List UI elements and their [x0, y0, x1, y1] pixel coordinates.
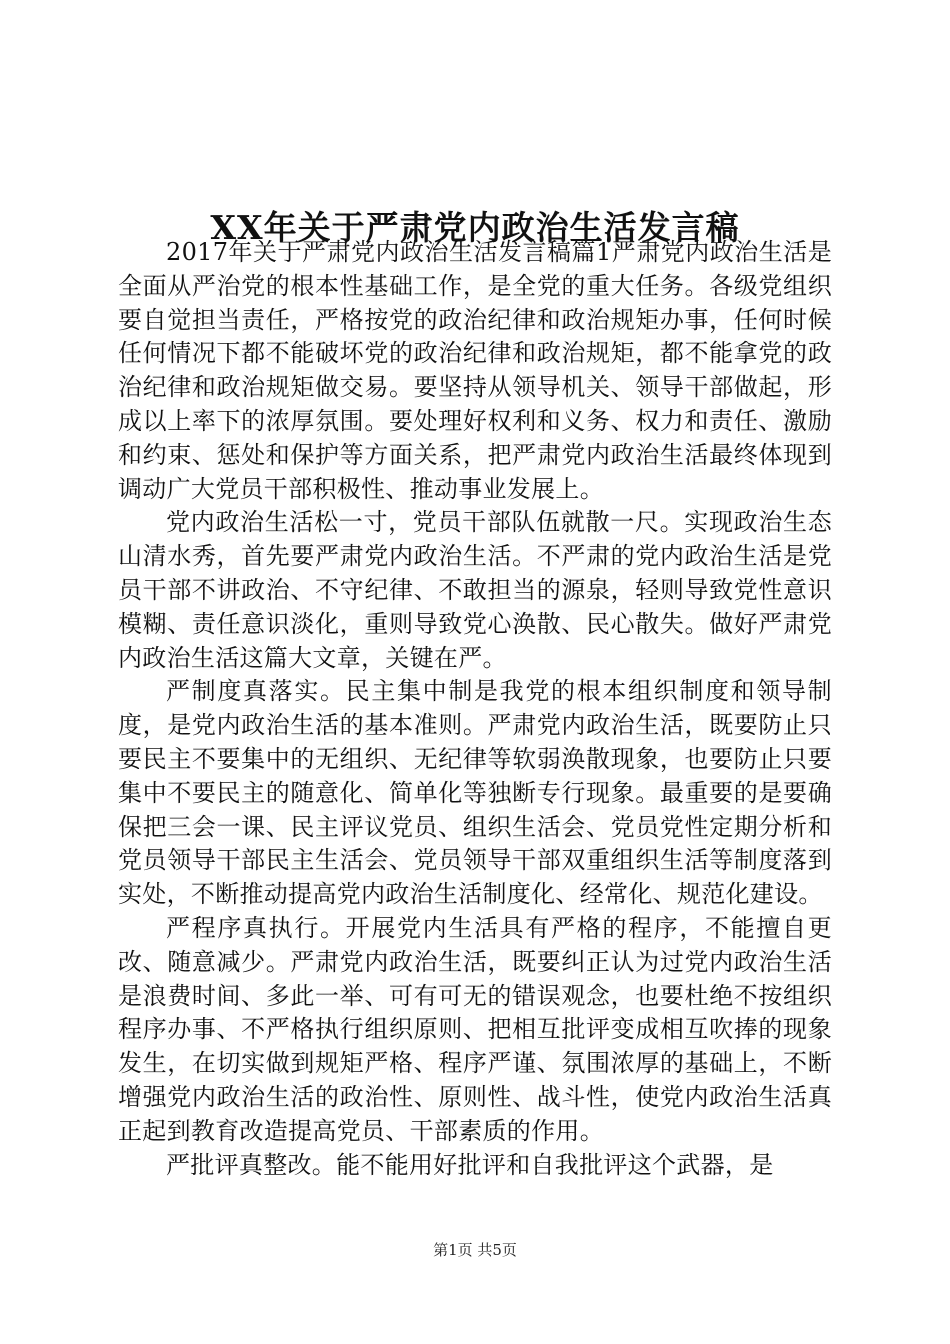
page-footer: 第1页 共5页: [433, 1241, 517, 1259]
document-body: [118, 236, 832, 1182]
paragraph: 党内政治生活松一寸，党员干部队伍就散一尺。实现政治生态山清水秀，首先要严肃党内政治生活。不严肃的党内政治生活是党员干部不讲政治、不守纪律、不敢担当的源泉，轻则导致党性意识模糊、责任意识淡化，重则导致党心涣散、民心散失。做好严肃党内政治生活这篇大文章，关键在严。: [118, 508, 832, 672]
paragraph: 严制度真落实。民主集中制是我党的根本组织制度和领导制度，是党内政治生活的基本准则。严肃党内政治生活，既要防止只要民主不要集中的无组织、无纪律等软弱涣散现象，也要防止只要集中不要民主的随意化、简单化等独断专行现象。最重要的是要确保把三会一课、民主评议党员、组织生活会、党员党性定期分析和党员领导干部民主生活会、党员领导干部双重组织生活等制度落到实处，不断推动提高党内政治生活制度化、经常化、规范化建设。: [118, 677, 832, 909]
paragraph: 2017年关于严肃党内政治生活发言稿篇1严肃党内政治生活是全面从严治党的根本性基础工作，是全党的重大任务。各级党组织要自觉担当责任，严格按党的政治纪律和政治规矩办事，任何时候任何情况下都不能破坏党的政治纪律和政治规矩，都不能拿党的政治纪律和政治规矩做交易。要坚持从领导机关、领导干部做起，形成以上率下的浓厚氛围。要处理好权利和义务、权力和责任、激励和约束、惩处和保护等方面关系，把严肃党内政治生活最终体现到调动广大党员干部积极性、推动事业发展上。: [118, 238, 832, 503]
paragraph: 严批评真整改。能不能用好批评和自我批评这个武器，是: [166, 1150, 774, 1179]
paragraph: 严程序真执行。开展党内生活具有严格的程序，不能擅自更改、随意减少。严肃党内政治生活，既要纠正认为过党内政治生活是浪费时间、多此一举、可有可无的错误观念，也要杜绝不按组织程序办事、不严格执行组织原则、把相互批评变成相互吹捧的现象发生，在切实做到规矩严格、程序严谨、氛围浓厚的基础上，不断增强党内政治生活的政治性、原则性、战斗性，使党内政治生活真正起到教育改造提高党员、干部素质的作用。: [118, 913, 832, 1145]
document-title: XX年关于严肃党内政治生活发言稿: [210, 208, 740, 248]
